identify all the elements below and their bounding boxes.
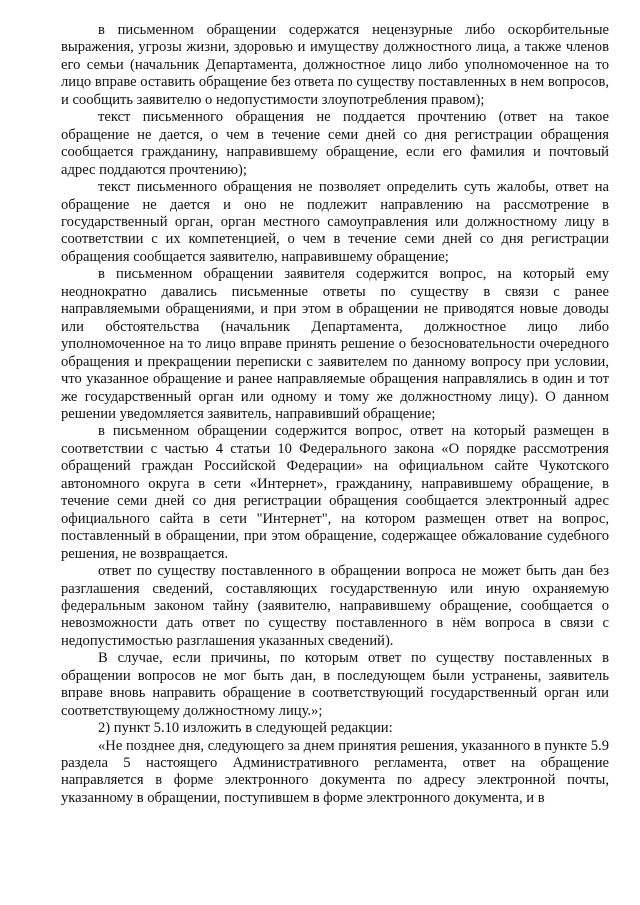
paragraph-undeterminable-complaint: текст письменного обращения не позволяет определить суть жалобы, ответ на обращение не дается и оно не подлежит направлению на рассмотрение в государственный орган, орган местного самоуправления или должностному лицу в соответствии с их компетенцией, о чем в течение семи дней со дня регистрации обращения сообщается заявителю, направившему обращение; xyxy=(61,179,609,265)
paragraph-item-5-10-text: «Не позднее дня, следующего за днем принятия решения, указанного в пункте 5.9 раздела 5 настоящего Административного регламента, ответ на обращение направляется в форме электронного документа по адресу электронной почты, указанному в обращении, поступившем в форме электронного документа, и в xyxy=(61,737,609,806)
paragraph-reasons-eliminated: В случае, если причины, по которым ответ по существу поставленных в обращении вопросов не мог быть дан, в последующем были устранены, заявитель вправе вновь направить обращение в соответствующий государственный орган или соответствующему должностному лицу.»; xyxy=(61,650,609,719)
paragraph-repeated-question: в письменном обращении заявителя содержится вопрос, на который ему неоднократно давались письменные ответы по существу в связи с ранее направляемыми обращениями, и при этом в обращении не приводятся новые доводы или обстоятельства (начальник Департамента, должностное лицо либо уполномоченное на то лицо вправе принять решение о безосновательности очередного обращения и прекращении переписки с заявителем по данному вопросу при условии, что указанное обращение и ранее направляемые обращения направлялись в один и тот же государственный орган или одному и тому же должностному лицу). О данном решении уведомляется заявитель, направивший обращение; xyxy=(61,266,609,422)
paragraph-item-5-10: 2) пункт 5.10 изложить в следующей редакции: xyxy=(98,720,393,737)
paragraph-obscene-language: в письменном обращении содержатся нецензурные либо оскорбительные выражения, угрозы жизни, здоровью и имуществу должностного лица, а также членов его семьи (начальник Департамента, должностное лицо либо уполномоченное на то лицо вправе оставить обращение без ответа по существу поставленных в нем вопросов, и сообщить заявителю о недопустимости злоупотребления правом); xyxy=(61,22,609,108)
paragraph-answer-published-online: в письменном обращении содержится вопрос, ответ на который размещен в соответствии с частью 4 статьи 10 Федерального закона «О порядке рассмотрения обращений граждан Российской Федерации» на официальном сайте Чукотского автономного округа в сети «Интернет», гражданину, направившему обращение, в течение семи дней со дня регистрации обращения сообщается электронный адрес официального сайта в сети "Интернет", на котором размещен ответ на вопрос, поставленный в обращении, при этом обращение, содержащее обжалование судебного решения, не возвращается. xyxy=(61,423,609,562)
paragraph-state-secret: ответ по существу поставленного в обращении вопроса не может быть дан без разглашения сведений, составляющих государственную или иную охраняемую федеральным законом тайну (заявителю, направившему обращение, сообщается о невозможности дать ответ по существу поставленного в нём вопроса в связи с недопустимостью разглашения указанных сведений). xyxy=(61,563,609,649)
paragraph-unreadable-text: текст письменного обращения не поддается прочтению (ответ на такое обращение не дается, о чем в течение семи дней со дня регистрации обращения сообщается гражданину, направившему обращение, если его фамилия и почтовый адрес поддаются прочтению); xyxy=(61,109,609,178)
